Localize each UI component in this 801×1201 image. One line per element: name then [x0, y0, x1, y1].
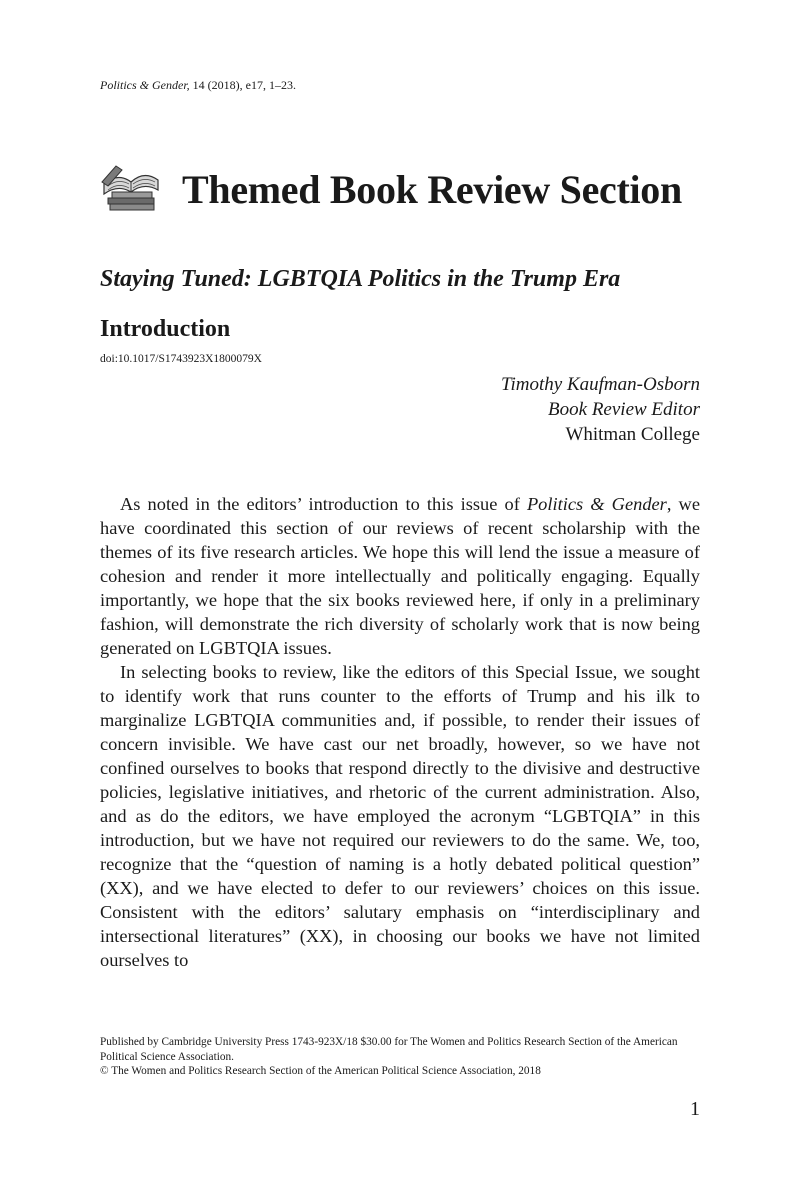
copyright-line: © The Women and Politics Research Section of the American Political Science Association, 2018 — [100, 1065, 541, 1077]
footer — [100, 1035, 700, 1079]
page-number: 1 — [690, 1098, 700, 1120]
journal-citation: 14 (2018), e17, 1–23. — [189, 78, 296, 92]
paragraph — [100, 492, 700, 660]
paragraph-text: As noted in the editors’ introduction to this issue of — [120, 494, 527, 514]
paragraph-text: , we have coordinated this section of our reviews of recent scholarship with the themes of its five research articles. We hope this will lend the issue a measure of cohesion and render it more intellectually and politically engaging. Equally importantly, we hope that the six books reviewed here, if only in a preliminary fashion, will demonstrate the rich diversity of scholarly work that is now being generated on LGBTQIA issues. — [100, 494, 701, 658]
author-block — [501, 372, 700, 447]
journal-name-inline: Politics & Gender — [526, 494, 667, 514]
section-title: Themed Book Review Section — [182, 167, 682, 212]
journal-reference — [100, 78, 296, 93]
article-heading: Introduction — [100, 316, 231, 342]
books-icon — [100, 162, 162, 212]
author-name: Timothy Kaufman-Osborn — [501, 374, 700, 395]
author-affiliation: Whitman College — [565, 424, 700, 445]
section-header — [100, 158, 700, 218]
article-subtitle: Staying Tuned: LGBTQIA Politics in the Trump Era — [100, 266, 621, 292]
body-text — [100, 492, 700, 972]
doi: doi:10.1017/S1743923X1800079X — [100, 353, 262, 365]
author-role: Book Review Editor — [548, 399, 700, 420]
publisher-line: Published by Cambridge University Press 1743-923X/18 $30.00 for The Women and Politics Research Section of the American Political Science Association. — [100, 1036, 678, 1063]
paragraph: In selecting books to review, like the editors of this Special Issue, we sought to identify work that runs counter to the efforts of Trump and his ilk to marginalize LGBTQIA communities and, if possible, to render their issues of concern invisible. We have cast our net broadly, however, so we have not confined ourselves to books that respond directly to the divisive and destructive policies, legislative initiatives, and rhetoric of the current administration. Also, and as do the editors, we have employed the acronym “LGBTQIA” in this introduction, but we have not required our reviewers to do the same. We, too, recognize that the “question of naming is a hotly debated political question” (XX), and we have elected to defer to our reviewers’ choices on this issue. Consistent with the editors’ salutary emphasis on “interdisciplinary and intersectional literatures” (XX), in choosing our books we have not limited ourselves to — [100, 662, 700, 970]
journal-name: Politics & Gender, — [100, 78, 190, 92]
